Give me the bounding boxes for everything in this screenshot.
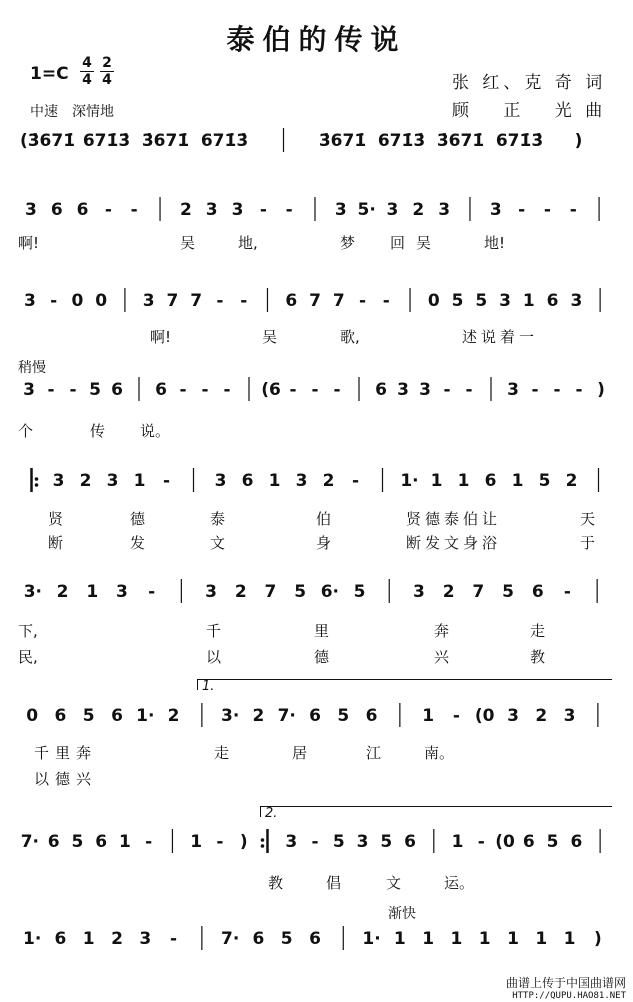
note-token: - <box>358 291 367 311</box>
lyric-syllable: 地! <box>484 234 506 252</box>
note-token: - <box>382 291 390 311</box>
note-token: 1 <box>393 929 406 949</box>
lyric-syllable: 地, <box>238 234 258 252</box>
note-token: - <box>259 200 267 220</box>
note-token: 7· <box>277 706 296 726</box>
note-token: 3 <box>570 291 583 311</box>
footer-watermark <box>476 974 626 1001</box>
note-token: 3̇671̇ <box>141 131 190 151</box>
notation-system-s6 <box>22 703 598 727</box>
lyric-syllable: 文 <box>210 534 226 552</box>
lyric-syllable: 以德兴 <box>34 770 98 788</box>
note-token: 3 <box>23 380 35 400</box>
note-token: - <box>553 380 561 400</box>
notation-system-intro <box>20 128 582 152</box>
repeat-dot <box>261 844 265 848</box>
note-token: 3 <box>438 200 451 220</box>
note-token: 5 <box>82 706 95 726</box>
lyric-syllable: 德 <box>314 648 330 666</box>
note-token: - <box>240 291 248 311</box>
composer-credit: 顾 正 光 曲 <box>452 101 607 121</box>
note-token: 2 <box>412 200 425 220</box>
lyric-syllable: 歌, <box>340 328 360 346</box>
note-token: 3 <box>205 582 217 602</box>
note-token: 5 <box>353 582 366 602</box>
page-title: 泰伯的传说 <box>226 23 407 56</box>
note-token: 6 <box>252 929 265 949</box>
lyric-syllable: 千 <box>206 622 222 640</box>
note-token: 2 <box>442 582 455 602</box>
footer-site-text: 曲谱上传于中国曲谱网 <box>505 976 626 990</box>
note-token: 5 <box>451 291 464 311</box>
note-token: - <box>569 200 577 220</box>
note-token: - <box>351 471 360 491</box>
note-token: (0 <box>495 832 515 852</box>
lyric-syllable: 南。 <box>424 744 455 762</box>
lyric-syllable: 说。 <box>140 422 171 440</box>
note-token: 7 <box>309 291 321 311</box>
note-token: 1· <box>22 929 42 949</box>
lyric-syllable: 教 <box>530 648 546 666</box>
note-token: 2 <box>565 471 578 491</box>
note-token: 1 <box>511 471 524 491</box>
tempo-marking: 中速 深情地 <box>30 104 114 120</box>
note-token: 3 <box>23 291 36 311</box>
note-token: 3̇671̇ <box>436 131 485 151</box>
repeat-dot <box>35 477 39 481</box>
note-token: 3 <box>419 380 431 400</box>
note-token: 3 <box>231 200 244 220</box>
lyric-syllable: 里 <box>314 622 330 640</box>
volta-label: 1. <box>202 679 215 694</box>
note-token: - <box>50 291 58 311</box>
note-token: 3 <box>563 706 576 726</box>
note-token: 6 <box>54 706 67 726</box>
note-token: 671̇3̇ <box>377 131 426 151</box>
lyric-syllable: 身 <box>316 534 332 552</box>
note-token: ) <box>593 929 602 949</box>
lyric-syllable: 德 <box>130 510 146 528</box>
notation-system-s7 <box>21 829 600 853</box>
lyric-syllable: 梦 <box>340 234 356 252</box>
note-token: 0 <box>26 706 39 726</box>
note-token: - <box>443 380 451 400</box>
note-token: 6 <box>546 291 559 311</box>
repeat-dot <box>35 483 39 487</box>
note-token: 6 <box>365 706 378 726</box>
note-token: 5 <box>280 929 293 949</box>
lyric-syllable: 断发文身浴 <box>406 534 502 552</box>
note-token: 6 <box>309 706 321 726</box>
note-token: 0 <box>71 291 84 311</box>
note-token: 3 <box>356 832 369 852</box>
note-token: 5 <box>538 471 551 491</box>
note-token: 7 <box>472 582 485 602</box>
note-token: 5 <box>294 582 307 602</box>
note-token: 5 <box>89 380 101 400</box>
note-token: 2 <box>111 929 123 949</box>
note-token: 671̇3̇ <box>495 131 544 151</box>
notation-system-s1 <box>22 197 599 221</box>
notation-system-s5 <box>22 579 597 603</box>
note-token: 1 <box>522 291 535 311</box>
lyric-syllable: 贤 <box>48 510 64 528</box>
note-token: 7 <box>190 291 203 311</box>
note-token: 2 <box>167 706 180 726</box>
lyric-syllable: 伯 <box>316 510 332 528</box>
note-token: 1 <box>86 582 99 602</box>
note-token: 1· <box>400 471 419 491</box>
note-token: 1 <box>507 929 519 949</box>
note-token: 1 <box>430 471 443 491</box>
note-token: 6 <box>155 380 167 400</box>
note-token: 3 <box>139 929 152 949</box>
note-token: 7· <box>20 832 40 852</box>
note-token: 6 <box>111 706 123 726</box>
note-token: - <box>170 929 178 949</box>
lyric-syllable: 发 <box>130 534 146 552</box>
note-token: - <box>47 380 55 400</box>
key-signature: 1=C <box>30 64 69 84</box>
note-token: 5 <box>71 832 84 852</box>
lyric-syllable: 走 <box>530 622 546 640</box>
volta-1 <box>197 679 612 694</box>
note-token: 1 <box>451 832 464 852</box>
note-token: 3 <box>116 582 128 602</box>
note-token: 6 <box>241 471 254 491</box>
lyric-syllable: 吴 <box>262 328 278 346</box>
notation-system-s3 <box>22 377 605 401</box>
note-token: 3 <box>334 200 347 220</box>
note-token: 2 <box>56 582 69 602</box>
note-token: - <box>179 380 187 400</box>
time-sig-bottom: 4 <box>102 72 112 88</box>
notation-system-s2 <box>22 288 600 312</box>
note-token: 6 <box>375 380 387 400</box>
note-token: - <box>201 380 209 400</box>
note-token: 1 <box>82 929 95 949</box>
lyric-syllable: 啊! <box>150 328 172 346</box>
lyric-syllable: 奔 <box>434 622 450 640</box>
note-token: 3 <box>52 471 65 491</box>
note-token: 1 <box>478 929 491 949</box>
note-token: 0 <box>427 291 440 311</box>
note-token: 3 <box>413 582 425 602</box>
note-token: - <box>285 200 293 220</box>
note-token: 1 <box>535 929 548 949</box>
note-token: 6· <box>320 582 339 602</box>
note-token: 1 <box>563 929 576 949</box>
note-token: - <box>575 380 583 400</box>
note-token: 671̇3̇ <box>200 131 249 151</box>
note-token: 3 <box>142 291 155 311</box>
volta-2 <box>260 806 612 821</box>
note-token: - <box>216 291 224 311</box>
note-token: 7 <box>166 291 179 311</box>
note-token: 2 <box>79 471 92 491</box>
lyric-syllable: 江 <box>366 744 382 762</box>
notation-system-s4 <box>22 468 599 492</box>
note-token: 6 <box>54 929 67 949</box>
note-token: 7 <box>264 582 277 602</box>
lyric-syllable: 吴 <box>180 234 196 252</box>
lyric-syllable: 居 <box>292 744 308 762</box>
note-token: 3 <box>386 200 399 220</box>
note-token: 6 <box>47 832 60 852</box>
notation-system-s8 <box>22 926 602 950</box>
note-token: 1· <box>362 929 381 949</box>
note-token: 3 <box>24 200 37 220</box>
note-token: - <box>531 380 539 400</box>
note-token: 3̇671̇ <box>318 131 367 151</box>
note-token: - <box>223 380 231 400</box>
lyric-syllable: 断 <box>48 534 64 552</box>
note-token: 1 <box>268 471 281 491</box>
note-token: (3̇671̇ <box>19 131 76 151</box>
note-token: 3 <box>205 200 218 220</box>
note-token: ) <box>574 131 583 151</box>
tempo-faster: 渐快 <box>388 906 416 922</box>
lyric-syllable: 天 <box>580 510 596 528</box>
note-token: 0 <box>95 291 108 311</box>
lyric-syllable: 倡 <box>326 874 342 892</box>
note-token: 6 <box>570 832 583 852</box>
lyric-syllable: 吴 <box>416 234 432 252</box>
note-token: 2 <box>179 200 192 220</box>
note-token: 1 <box>450 929 463 949</box>
time-sig-bottom: 4 <box>82 72 92 88</box>
note-token: 7 <box>332 291 345 311</box>
footer-url-text: HTTP://QUPU.HAO81.NET <box>512 991 626 1001</box>
note-token: 7· <box>220 929 240 949</box>
note-token: - <box>543 200 551 220</box>
note-token: 1 <box>422 929 435 949</box>
note-token: 6 <box>531 582 544 602</box>
repeat-dot <box>261 838 265 842</box>
note-token: - <box>145 832 153 852</box>
lyric-syllable: 运。 <box>444 874 475 892</box>
lyric-syllable: 个 <box>18 422 34 440</box>
note-token: 2 <box>234 582 247 602</box>
note-token: 5· <box>357 200 376 220</box>
lyric-syllable: 贤德泰伯让 <box>406 510 502 528</box>
note-token: 6 <box>76 200 89 220</box>
lyric-syllable: 啊! <box>18 234 40 252</box>
note-token: 3 <box>507 380 519 400</box>
tempo-slower: 稍慢 <box>18 360 46 376</box>
note-token: 3 <box>285 832 298 852</box>
lyric-syllable: 千里奔 <box>34 744 98 762</box>
lyric-syllable: 教 <box>268 874 284 892</box>
note-token: 3· <box>23 582 42 602</box>
note-token: ) <box>239 832 248 852</box>
note-token: 5 <box>332 832 345 852</box>
lyric-syllable: 文 <box>386 874 402 892</box>
note-token: 3 <box>507 706 519 726</box>
lyric-syllable: 于 <box>580 534 596 552</box>
note-token: - <box>311 832 319 852</box>
note-token: 3 <box>214 471 227 491</box>
lyric-syllable: 回 <box>390 234 406 252</box>
note-token: 5 <box>380 832 393 852</box>
note-token: 1 <box>457 471 470 491</box>
note-token: - <box>477 832 485 852</box>
lyric-syllable: 走 <box>214 744 230 762</box>
note-token: - <box>162 471 171 491</box>
note-token: 5 <box>546 832 559 852</box>
note-token: 3 <box>499 291 512 311</box>
note-token: 5 <box>475 291 488 311</box>
note-token: 2 <box>535 706 548 726</box>
note-token: 6 <box>484 471 497 491</box>
note-token: 6 <box>309 929 321 949</box>
note-token: - <box>518 200 526 220</box>
note-token: - <box>216 832 224 852</box>
time-sig-top: 4 <box>82 55 92 71</box>
note-token: - <box>148 582 156 602</box>
note-token: 1 <box>190 832 203 852</box>
note-token: 3 <box>397 380 409 400</box>
note-token: - <box>69 380 77 400</box>
note-token: 2 <box>252 706 265 726</box>
note-token: - <box>104 200 112 220</box>
note-token: 1 <box>422 706 435 726</box>
note-token: 5 <box>502 582 514 602</box>
lyric-syllable: 泰 <box>210 510 226 528</box>
note-token: - <box>311 380 319 400</box>
volta-label: 2. <box>265 806 278 821</box>
note-token: 671̇3̇ <box>82 131 131 151</box>
note-token: 3 <box>489 200 502 220</box>
lyricist-credit: 张 红、克 奇 词 <box>452 73 607 93</box>
note-token: 3· <box>220 706 240 726</box>
note-token: - <box>289 380 297 400</box>
note-token: 3 <box>295 471 308 491</box>
lyric-syllable: 传 <box>90 422 106 440</box>
note-token: 6 <box>404 832 416 852</box>
lyric-syllable: 述说着一 <box>462 328 539 346</box>
note-token: 6 <box>111 380 123 400</box>
note-token: 5 <box>337 706 350 726</box>
note-token: - <box>130 200 138 220</box>
note-token: 6 <box>522 832 535 852</box>
note-token: 1· <box>136 706 155 726</box>
note-token: - <box>452 706 460 726</box>
lyric-syllable: 下, <box>18 622 38 640</box>
note-token: 1 <box>133 471 146 491</box>
note-token: (0 <box>474 706 495 726</box>
lyric-syllable: 民, <box>18 648 38 666</box>
lyric-syllable: 以 <box>206 648 222 666</box>
note-token: (6 <box>261 380 281 400</box>
note-token: 6 <box>285 291 298 311</box>
note-token: - <box>563 582 571 602</box>
note-token: ) <box>597 380 605 400</box>
time-sig-top: 2 <box>102 55 112 71</box>
note-token: 2 <box>322 471 335 491</box>
note-token: - <box>465 380 473 400</box>
note-token: 6 <box>50 200 63 220</box>
note-token: 6 <box>95 832 108 852</box>
note-token: 3 <box>106 471 119 491</box>
lyric-syllable: 兴 <box>434 648 450 666</box>
note-token: 1 <box>118 832 131 852</box>
note-token: - <box>333 380 341 400</box>
